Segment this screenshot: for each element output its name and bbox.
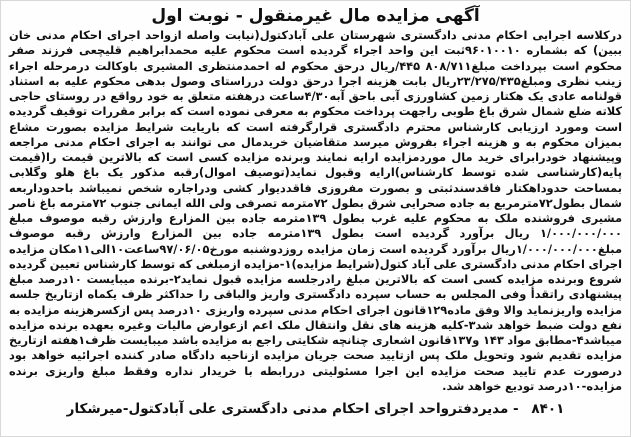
notice-signature: - مدیردفترواحد اجرای احکام مدنی دادگستری علی آبادکتول-میرشکار bbox=[66, 401, 519, 417]
notice-title: آگهی مزایده مال غیرمنقول - نوبت اول bbox=[151, 6, 480, 26]
notice-code: ۸۴۰۱ bbox=[531, 401, 565, 417]
notice-footer bbox=[9, 400, 622, 418]
notice-body: درکلاسه اجرایی احکام مدنی دادگستری شهرستان علی آبادکتول(نیابت واصله ازواحد اجرای احکام مدنی خان ببین) که بشماره ۹۶۰۱۰۰۱۰ثبت این واحد اجراء گردیده است محکوم علیه محمدابراهیم قلیچعی فرزند صفر محکوم است بپرداخت مبلغ۸۰۸/۷۱۱ ۴۴۵/ریال درحق محکوم له احمدمنتظری المشیری باوکالت درمرحله اجراء زینب نظری ومبلغ۲۳/۲۷۵/۴۳۵ریال بابت هزینه اجرا درحق دولت درراستای وصول بدهی محکوم علیه به استناد قولنامه عادی یک هکتار زمین کشاورزی آبی باحق آبه۴/۳۰ساعت درهفته متعلق به خود رواقع در روستای حاجی کلاته ضلع شمال شرق باغ طوبی راجهت پرداخت محکوم به معرفی نموده است که برابر مقررات توقیف گردیده است ومورد ارزیابی کارشناس محترم دادگستری قرارگرفته است که باریایت شرایط مزایده بصورت مشاع بمیزان محکوم به و هزینه اجراء بفروش میرسد متقاضیان خریدمال می توانند به اجرای احکام مدنی مراجعه وپیشنهاد خودرابرای خرید مال موردمزایده ارایه نمایند وبرنده مزایده کسی است که بالاترین قیمت را(قیمت پایه(کارشناسی شده توسط کارشناس)ارایه وقبول نماید(توصیف اموال)رقبه مذکور یک باغ هلو وگلابی بمساحت حدوداهکتار فاقدسندثبتی و بصورت مفروزی فاقددیوار کشی ودراجاره شخص نمیباشد باحدوداربعه شمال بطول۷۲مترمربع به جاده صحرایی شرق بطول ۷۲مترمه تصرفی ولی الله ایمانی جنوب ۷۲مترمه باغ ناصر مشیری فروشنده ملک به محکوم علیه غرب بطول ۱۳۹مترمه جاده بین المزارع وارزش رقبه موصوف مبلغ ۱/۰۰۰/۰۰۰/۰۰۰ ریال برآورد گردیده است بطول ۱۳۹مترمه جاده بین المزارع وارزش رقبه موصوف مبلغ۱/۰۰۰/۰۰۰/۰۰۰ریال برآورد گردیده است زمان مزایده روزدوشنبه مورخ۹۷/۰۶/۰۵ساعت۱۰الی۱۱مکان مزایده اجرای احکام مدنی دادگستری علی آباد کتول(شرایط مزایده)۱-مزایده ازمبلغی که توسط کارشناس تعیین گردیده شروع وبرنده مزایده کسی است که بالاترین مبلغ رادرجلسه مزایده قبول نماید۲-برنده میبایست ۱۰درصد مبلغ پیشنهادی راتقدأ وفی المجلس به حساب سپرده دادگستری واریز والباقی را حداکثر ظرف یکماه ازتاریخ جلسه مزایده واریزنماید والا وفق ماده۱۲۹قانون اجرای احکام مدنی سپرده واریزی ۱۰درصد پس ازکسرهزینه مزایده به نفع دولت ضبط خواهد شد۳-کلیه هزینه های نقل وانتقال ملک اعم ازعوارض مالیات وغیره بعهده برنده مزایده میباشد۴-مطابق مواد ۱۴۳ و۱۳۷قانون اشعاری چنانچه شکایتی راجع به مزایده باشد میبایست ظرف۱هفته ازتاریخ مزایده تقدیم شود وتحویل ملک پس ازتایید صحت جریان مزایده ازناحیه دادگاه صادر کننده اجرائیه خواهد بود درصورت عدم تایید صحت مزایده این اجرا مسئولیتی دررابطه با خریدار نداره وفقط مبلغ واریزی برنده مزایده-۱۰درصد تودیع خواهد شد. bbox=[9, 28, 623, 393]
